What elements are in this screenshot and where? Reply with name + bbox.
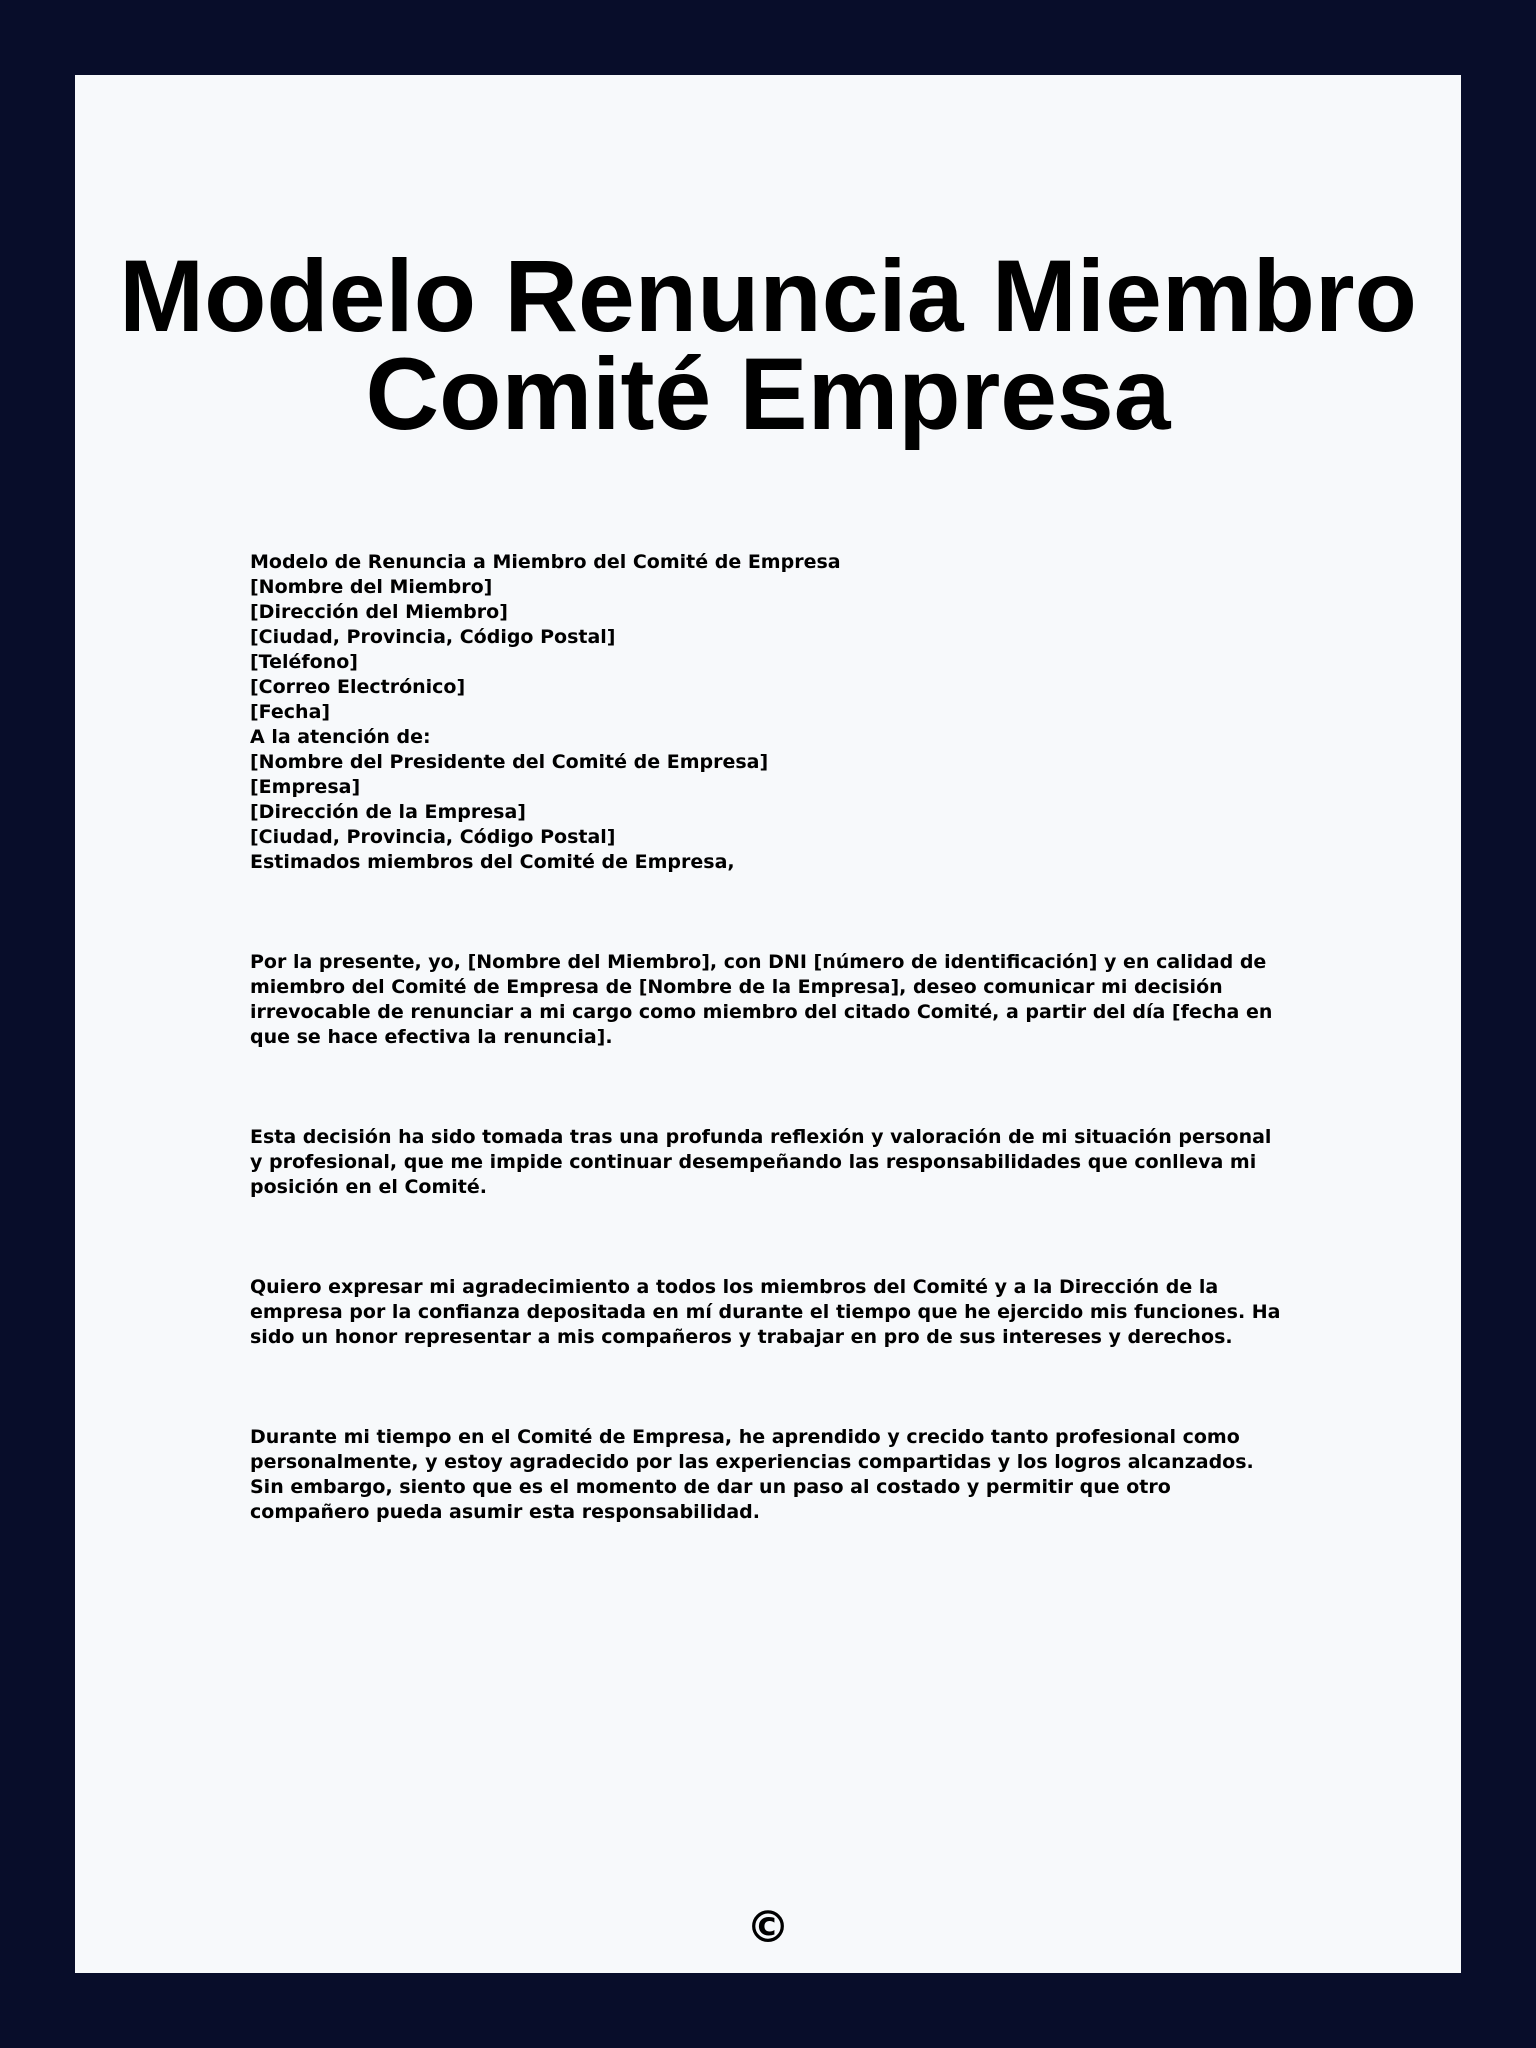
recipient-street: [Dirección de la Empresa]	[250, 801, 526, 823]
copyright-icon: ©	[746, 1902, 790, 1953]
recipient-city: [Ciudad, Provincia, Código Postal]	[250, 826, 616, 848]
body-paragraph-2: Esta decisión ha sido tomada tras una profunda reflexión y valoración de mi situación personal y profesional, que me impide continuar desempeñando las responsabilidades que conlleva mi posición en el Comité.	[250, 1126, 1272, 1198]
recipient-company: [Empresa]	[250, 776, 361, 798]
sender-address	[250, 575, 1290, 725]
body-paragraph-1: Por la presente, yo, [Nombre del Miembro], con DNI [número de identificación] y en calidad de miembro del Comité de Empresa de [Nombre de la Empresa], deseo comunicar mi decisión irrevocable de renunciar a mi cargo como miembro del citado Comité, a partir del día [fecha en que se hace efectiva la renuncia].	[250, 951, 1273, 1048]
body-paragraph-4: Durante mi tiempo en el Comité de Empresa, he aprendido y crecido tanto profesional como personalmente, y estoy agradecido por las experiencias compartidas y los logros alcanzados. Sin embargo, siento que es el momento de dar un paso al costado y permitir que otro compañero pueda asumir esta responsabilidad.	[250, 1426, 1254, 1523]
recipient-address	[250, 725, 1290, 850]
salutation: Estimados miembros del Comité de Empresa,	[250, 851, 735, 873]
sender-name: [Nombre del Miembro]	[250, 576, 493, 598]
sender-phone: [Teléfono]	[250, 651, 358, 673]
sender-street: [Dirección del Miembro]	[250, 601, 508, 623]
body-paragraph-3: Quiero expresar mi agradecimiento a todos los miembros del Comité y a la Dirección de la empresa por la confianza depositada en mí durante el tiempo que he ejercido mis funciones. Ha sido un honor representar a mis compañeros y trabajar en pro de sus intereses y derechos.	[250, 1276, 1281, 1348]
sender-date: [Fecha]	[250, 701, 331, 723]
recipient-attention: A la atención de:	[250, 726, 431, 748]
sender-email: [Correo Electrónico]	[250, 676, 466, 698]
recipient-president: [Nombre del Presidente del Comité de Empresa]	[250, 751, 769, 773]
document-title: Modelo Renuncia Miembro Comité Empresa	[119, 239, 1417, 451]
letter-heading: Modelo de Renuncia a Miembro del Comité de Empresa	[250, 551, 841, 573]
sender-city: [Ciudad, Provincia, Código Postal]	[250, 626, 616, 648]
letter-body	[250, 550, 1290, 1525]
